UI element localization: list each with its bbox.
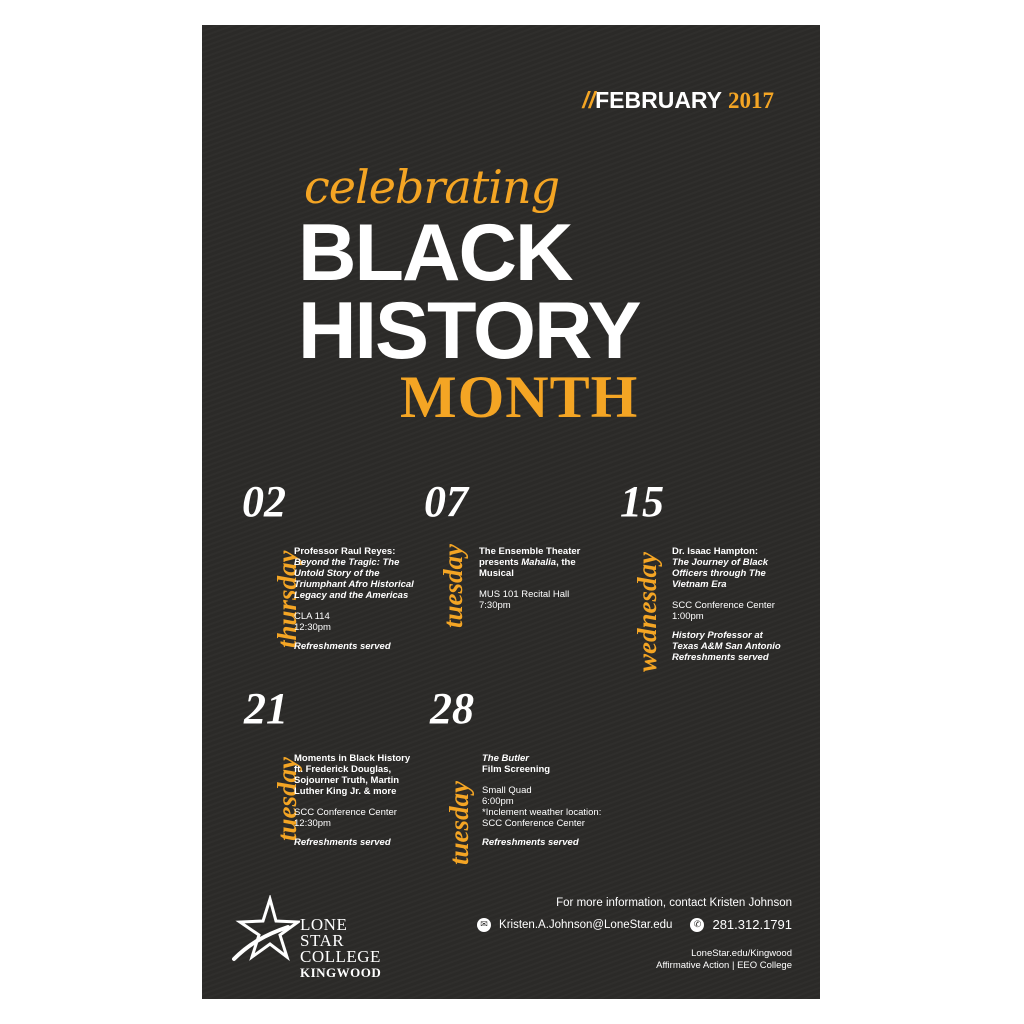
event-day: tuesday <box>438 544 468 628</box>
lone-star-college-logo <box>230 895 382 980</box>
event-details <box>294 753 420 848</box>
event-time: 6:00pm <box>482 796 514 807</box>
logo-line-3: KINGWOOD <box>300 965 382 980</box>
contact-email[interactable]: Kristen.A.Johnson@LoneStar.edu <box>499 918 673 931</box>
event-day: thursday <box>272 550 302 648</box>
event-presenter: Dr. Isaac Hampton: <box>672 546 759 557</box>
event-title: Beyond the Tragic: The Untold Story of the Triumphant Afro Historical Legacy and the Americas <box>294 557 414 601</box>
headline-history: HISTORY <box>298 286 640 376</box>
event-date: 07 <box>424 477 468 526</box>
event-location: MUS 101 Recital Hall <box>479 589 570 600</box>
event-location: Small Quad <box>482 785 532 796</box>
event-details <box>672 546 792 663</box>
event-presenter: Professor Raul Reyes: <box>294 546 396 557</box>
event-title: The Butler <box>482 753 529 764</box>
contact-row <box>477 917 792 932</box>
event-details <box>479 546 597 611</box>
event-time: 7:30pm <box>479 600 511 611</box>
event-note: Refreshments served <box>294 837 391 848</box>
logo-text <box>300 917 381 981</box>
event-note: History Professor at Texas A&M San Antonio Refreshments served <box>672 630 781 663</box>
contact-heading: For more information, contact Kristen Johnson <box>556 897 792 909</box>
event-details <box>482 753 612 848</box>
phone-icon: ✆ <box>690 918 704 932</box>
star-logo-icon <box>230 895 300 967</box>
event-date: 02 <box>242 477 286 526</box>
event-title: The Journey of Black Officers through The Vietnam Era <box>672 557 769 590</box>
contact-footer <box>477 948 792 972</box>
event-location: CLA 114 <box>294 611 330 622</box>
header-year: 2017 <box>728 88 774 113</box>
event-title: The Ensemble Theater presents Mahalia, the Musical <box>479 546 581 579</box>
contact-website[interactable]: LoneStar.edu/Kingwood <box>691 948 792 959</box>
event-details <box>294 546 420 652</box>
month-year-header <box>582 87 774 114</box>
event-location: SCC Conference Center <box>294 807 397 818</box>
event-date: 28 <box>430 684 474 733</box>
event-subtitle: Film Screening <box>482 764 551 775</box>
headline-celebrating: celebrating <box>304 160 560 214</box>
event-note: Refreshments served <box>482 837 579 848</box>
event-date: 21 <box>244 684 288 733</box>
event-time: 12:30pm <box>294 622 331 633</box>
event-day: tuesday <box>444 781 474 865</box>
header-month: FEBRUARY <box>595 87 722 113</box>
mail-icon: ✉ <box>477 918 491 932</box>
contact-block <box>477 897 792 972</box>
affirmative-action-text: Affirmative Action | EEO College <box>656 960 792 971</box>
event-location: SCC Conference Center <box>672 600 775 611</box>
event-title: Moments in Black History ft. Frederick Douglas, Sojourner Truth, Martin Luther King Jr. & more <box>294 753 411 797</box>
event-time: 1:00pm <box>672 611 704 622</box>
event-time: 12:30pm <box>294 818 331 829</box>
poster <box>202 25 820 999</box>
logo-line-1: LONE STAR <box>300 915 348 950</box>
event-note: Refreshments served <box>294 641 391 652</box>
logo-line-2: COLLEGE <box>300 947 381 966</box>
event-extra: *Inclement weather location: SCC Conference Center <box>482 807 602 829</box>
headline-month: MONTH <box>400 364 639 430</box>
contact-phone[interactable]: 281.312.1791 <box>712 917 792 932</box>
event-day: wednesday <box>632 552 662 672</box>
event-day: tuesday <box>272 757 302 841</box>
event-date: 15 <box>620 477 664 526</box>
headline-black: BLACK <box>298 208 572 298</box>
header-slashes: // <box>582 87 596 113</box>
